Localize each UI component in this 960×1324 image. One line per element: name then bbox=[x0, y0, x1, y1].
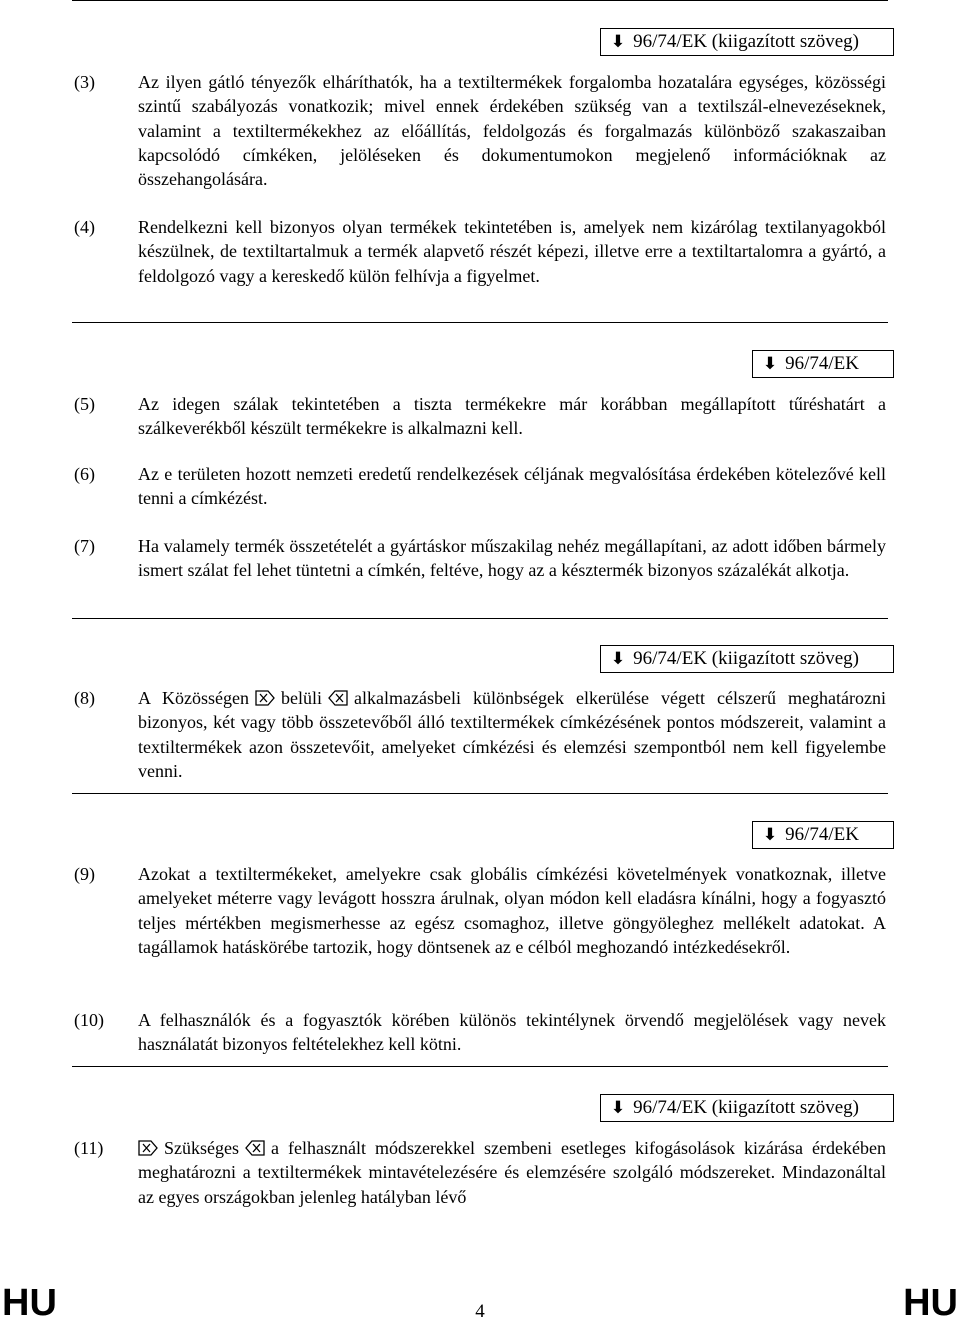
recital-text: A felhasználók és a fogyasztók körében különös tekintélynek örvendő megjelölések vagy nevek használatát bizonyos feltételekhez kell kötni. bbox=[138, 1010, 886, 1055]
recital-11 bbox=[74, 1136, 886, 1209]
section-rule bbox=[72, 322, 888, 323]
recital-4 bbox=[74, 215, 886, 288]
recital-text: Ha valamely termék összetételét a gyártáskor műszakilag nehéz megállapítani, az adott időben bármely ismert szálat fel lehet tüntetni a címkén, feltéve, hogy az a késztermék bizonyos százalékát alkotja. bbox=[138, 536, 886, 581]
recital-number: (5) bbox=[74, 394, 95, 414]
inserted-text: Szükséges bbox=[164, 1138, 239, 1158]
recital-number: (6) bbox=[74, 464, 95, 484]
text-after: alkalmazásbeli különbségek elkerülése végett célszerű meghatározni bizonyos, két vagy több összetevőből álló textiltermékek címkézésének pontos módszereit, valamint a textiltermékek azon összetevőit, amelyeket címkézési és elemzési szempontból nem kell figyelembe venni. bbox=[138, 688, 887, 781]
section-rule bbox=[72, 618, 888, 619]
down-arrow-icon: ⬇ bbox=[762, 825, 778, 845]
recital-text: Az e területen hozott nemzeti eredetű rendelkezések céljának megvalósítása érdekében kötelezővé kell tenni a címkézést. bbox=[138, 464, 886, 509]
down-arrow-icon: ⬇ bbox=[762, 354, 778, 374]
recital-7 bbox=[74, 534, 886, 583]
recital-5 bbox=[74, 392, 886, 441]
down-arrow-icon: ⬇ bbox=[610, 32, 626, 52]
recital-text: Az idegen szálak tekintetében a tiszta termékekre már korábban megállapított tűréshatárt a szálkeverékből készült termékekre is alkalmazni kell. bbox=[138, 394, 886, 439]
page-number: 4 bbox=[475, 1301, 485, 1322]
recital-10 bbox=[74, 1008, 886, 1057]
recital-number: (3) bbox=[74, 72, 95, 92]
amendment-reference bbox=[600, 28, 894, 56]
amendment-reference bbox=[600, 1094, 894, 1122]
recital-6 bbox=[74, 462, 886, 511]
reference-label: 96/74/EK bbox=[785, 353, 859, 374]
recital-number: (8) bbox=[74, 688, 95, 708]
recital-text: Azokat a textiltermékeket, amelyekre csak globális címkézési követelmények vonatkoznak, illetve amelyeket méterre vagy levágott hosszra árulnak, olyan módon kell eladásra kínálni, hogy a fogyasztó teljes mértékben megismerhesse az egész csomaghoz, illetve göngyöleghez mellékelt adatokat. A tagállamok hatáskörébe tartozik, hogy döntsenek az e célból meghozandó intézkedésekről. bbox=[138, 864, 886, 957]
amendment-reference bbox=[600, 645, 894, 673]
footer-language-left: HU bbox=[2, 1282, 57, 1324]
section-rule bbox=[72, 793, 888, 794]
amendment-reference bbox=[752, 821, 894, 849]
insertion-start-icon bbox=[255, 690, 275, 706]
top-rule bbox=[72, 0, 888, 1]
reference-label: 96/74/EK bbox=[785, 824, 859, 845]
recital-text: Rendelkezni kell bizonyos olyan termékek tekintetében is, amelyek nem kizárólag textilanyagokból készülnek, de textiltartalmuk a termék alapvető részét képezi, illetve erre a textiltartalomra a gyártó, a feldolgozó vagy a kereskedő külön felhívja a figyelmet. bbox=[138, 217, 886, 286]
footer-language-right: HU bbox=[903, 1282, 958, 1324]
reference-label: 96/74/EK (kiigazított szöveg) bbox=[633, 31, 859, 52]
recital-9 bbox=[74, 862, 886, 959]
text-after: a felhasznált módszerekkel szembeni esetleges kifogásolások kizárása érdekében meghatározni a textiltermékek mintavételezésére és elemzésére szolgáló módszereket. Mindazonáltal az egyes országokban jelenleg hatályban lévő bbox=[138, 1138, 886, 1207]
insertion-end-icon bbox=[328, 690, 348, 706]
section-rule bbox=[72, 1066, 888, 1067]
inserted-text: belüli bbox=[281, 688, 323, 708]
reference-label: 96/74/EK (kiigazított szöveg) bbox=[633, 648, 859, 669]
recital-text: Az ilyen gátló tényezők elháríthatók, ha a textiltermékek forgalomba hozatalára egységes, közösségi szintű szabályozás vonatkozik; mivel ennek érdekében szükség van a textilszál-elnevezéseknek, valamint a textiltermékekhez az előállítás, feldolgozás és forgalmazás különböző szakaszaiban kapcsolódó címkéken, jelöléseken és dokumentumokon megjelenő információknak az összehangolására. bbox=[138, 72, 886, 190]
recital-number: (7) bbox=[74, 536, 95, 556]
recital-3 bbox=[74, 70, 886, 191]
recital-number: (9) bbox=[74, 864, 95, 884]
insertion-start-icon bbox=[138, 1140, 158, 1156]
recital-8 bbox=[74, 686, 886, 783]
amendment-reference bbox=[752, 350, 894, 378]
recital-text bbox=[138, 1136, 886, 1209]
text-before: A Közösségen bbox=[138, 688, 250, 708]
insertion-end-icon bbox=[245, 1140, 265, 1156]
down-arrow-icon: ⬇ bbox=[610, 1098, 626, 1118]
recital-number: (4) bbox=[74, 217, 95, 237]
down-arrow-icon: ⬇ bbox=[610, 649, 626, 669]
reference-label: 96/74/EK (kiigazított szöveg) bbox=[633, 1097, 859, 1118]
recital-number: (11) bbox=[74, 1138, 104, 1158]
recital-number: (10) bbox=[74, 1010, 104, 1030]
recital-text bbox=[138, 686, 886, 783]
